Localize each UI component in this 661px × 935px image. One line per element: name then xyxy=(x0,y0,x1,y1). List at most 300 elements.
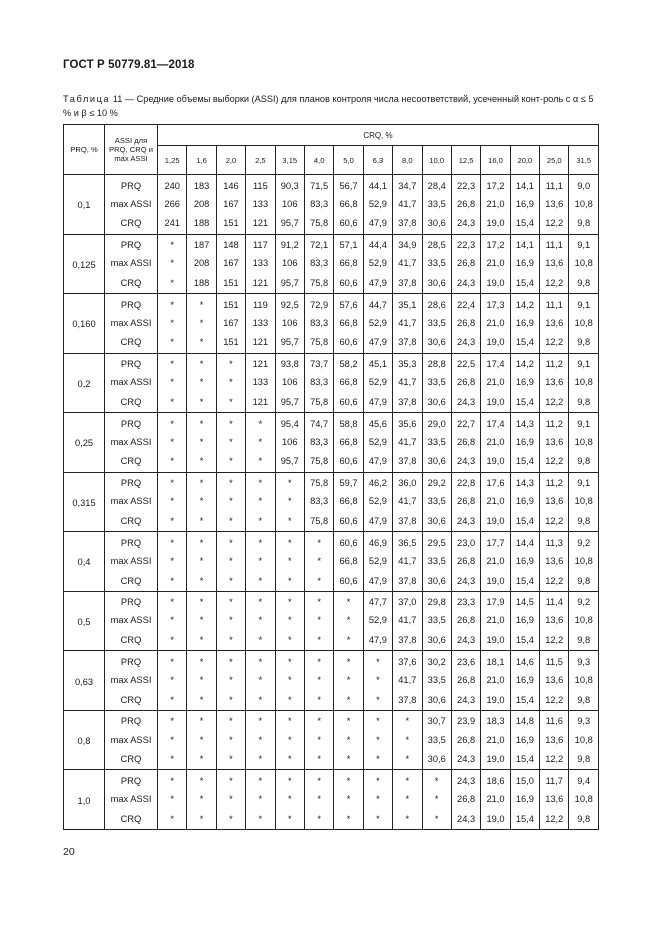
table-cell: 17,2 xyxy=(481,234,510,254)
table-cell: 92,5 xyxy=(275,294,304,314)
table-cell: * xyxy=(304,571,333,591)
header-prq: PRQ, % xyxy=(64,125,105,175)
table-cell: 9,8 xyxy=(569,393,599,413)
table-cell: * xyxy=(246,611,275,631)
table-cell: 22,4 xyxy=(451,294,480,314)
table-cell: 14,3 xyxy=(510,472,539,492)
table-cell: 19,0 xyxy=(481,631,510,651)
table-cell: * xyxy=(216,452,245,472)
table-cell: 15,4 xyxy=(510,631,539,651)
table-cell: * xyxy=(363,671,392,691)
table-cell: 60,6 xyxy=(334,274,363,294)
table-row xyxy=(64,175,599,195)
table-cell: * xyxy=(363,730,392,750)
table-cell: 17,7 xyxy=(481,532,510,552)
table-cell: 14,2 xyxy=(510,294,539,314)
table-cell: 167 xyxy=(216,254,245,274)
table-cell: 17,4 xyxy=(481,353,510,373)
table-cell: * xyxy=(158,710,187,730)
table-cell: * xyxy=(304,690,333,710)
header-crq-value: 31,5 xyxy=(569,146,599,175)
table-cell: * xyxy=(216,353,245,373)
table-cell: * xyxy=(304,750,333,770)
table-cell: 41,7 xyxy=(393,671,422,691)
assi-type: PRQ xyxy=(105,472,158,492)
prq-value: 0,315 xyxy=(64,472,105,532)
table-cell: 19,0 xyxy=(481,274,510,294)
table-cell: * xyxy=(275,750,304,770)
table-cell: * xyxy=(158,313,187,333)
table-row xyxy=(64,651,599,671)
header-crq-value: 1,6 xyxy=(187,146,216,175)
table-row xyxy=(64,591,599,611)
table-cell: * xyxy=(246,532,275,552)
table-cell: * xyxy=(304,810,333,830)
table-cell: * xyxy=(187,730,216,750)
table-cell: 15,4 xyxy=(510,393,539,413)
table-cell: 34,9 xyxy=(393,234,422,254)
table-cell: 16,9 xyxy=(510,373,539,393)
table-cell: * xyxy=(158,770,187,790)
table-cell: 14,2 xyxy=(510,353,539,373)
table-cell: 22,5 xyxy=(451,353,480,373)
table-cell: * xyxy=(187,512,216,532)
table-cell: * xyxy=(246,750,275,770)
table-cell: 52,9 xyxy=(363,313,392,333)
table-row xyxy=(64,472,599,492)
prq-value: 0,25 xyxy=(64,413,105,473)
table-cell: * xyxy=(216,730,245,750)
table-cell: 59,7 xyxy=(334,472,363,492)
table-cell: * xyxy=(275,651,304,671)
table-cell: 14,3 xyxy=(510,413,539,433)
table-cell: 17,3 xyxy=(481,294,510,314)
table-cell: * xyxy=(246,770,275,790)
table-cell: 12,2 xyxy=(540,810,569,830)
assi-type: PRQ xyxy=(105,532,158,552)
table-cell: 15,4 xyxy=(510,333,539,353)
prq-value: 0,125 xyxy=(64,234,105,294)
assi-type: CRQ xyxy=(105,512,158,532)
table-cell: 45,6 xyxy=(363,413,392,433)
assi-type: max ASSI xyxy=(105,611,158,631)
table-cell: * xyxy=(216,770,245,790)
table-cell: * xyxy=(334,710,363,730)
table-cell: 37,8 xyxy=(393,571,422,591)
table-cell: 12,2 xyxy=(540,750,569,770)
table-cell: 16,9 xyxy=(510,254,539,274)
table-cell: * xyxy=(187,353,216,373)
table-cell: * xyxy=(216,790,245,810)
table-cell: 24,3 xyxy=(451,452,480,472)
table-cell: 24,3 xyxy=(451,750,480,770)
table-cell: 47,9 xyxy=(363,512,392,532)
table-cell: * xyxy=(158,611,187,631)
table-cell: 10,8 xyxy=(569,611,599,631)
header-crq: CRQ, % xyxy=(158,125,599,146)
table-cell: 11,6 xyxy=(540,710,569,730)
table-row xyxy=(64,432,599,452)
table-cell: 188 xyxy=(187,274,216,294)
table-cell: 12,2 xyxy=(540,393,569,413)
table-cell: 117 xyxy=(246,234,275,254)
table-cell: 35,1 xyxy=(393,294,422,314)
prq-value: 0,4 xyxy=(64,532,105,592)
table-cell: * xyxy=(187,452,216,472)
table-cell: 33,5 xyxy=(422,254,451,274)
table-cell: 9,1 xyxy=(569,234,599,254)
table-cell: * xyxy=(393,730,422,750)
table-cell: * xyxy=(158,353,187,373)
table-cell: 30,7 xyxy=(422,710,451,730)
table-cell: 33,5 xyxy=(422,671,451,691)
table-cell: 36,5 xyxy=(393,532,422,552)
table-cell: 13,6 xyxy=(540,373,569,393)
table-cell: 11,2 xyxy=(540,353,569,373)
table-cell: 11,1 xyxy=(540,294,569,314)
table-cell: * xyxy=(216,492,245,512)
table-cell: * xyxy=(246,591,275,611)
table-cell: 23,9 xyxy=(451,710,480,730)
table-cell: 33,5 xyxy=(422,492,451,512)
header-crq-value: 25,0 xyxy=(540,146,569,175)
table-cell: * xyxy=(187,532,216,552)
assi-type: CRQ xyxy=(105,274,158,294)
table-row xyxy=(64,413,599,433)
table-cell: 9,1 xyxy=(569,413,599,433)
table-cell: 21,0 xyxy=(481,671,510,691)
table-cell: 91,2 xyxy=(275,234,304,254)
table-cell: * xyxy=(393,710,422,730)
table-cell: 167 xyxy=(216,313,245,333)
table-cell: 11,3 xyxy=(540,532,569,552)
table-cell: 9,3 xyxy=(569,651,599,671)
table-cell: 33,5 xyxy=(422,194,451,214)
table-cell: * xyxy=(158,333,187,353)
assi-type: PRQ xyxy=(105,175,158,195)
table-cell: 57,1 xyxy=(334,234,363,254)
table-cell: 106 xyxy=(275,254,304,274)
table-cell: 75,8 xyxy=(304,214,333,234)
table-cell: 41,7 xyxy=(393,194,422,214)
table-cell: 16,9 xyxy=(510,730,539,750)
table-cell: 21,0 xyxy=(481,492,510,512)
table-cell: * xyxy=(158,234,187,254)
table-cell: 52,9 xyxy=(363,373,392,393)
table-cell: 30,6 xyxy=(422,393,451,413)
table-cell: 35,6 xyxy=(393,413,422,433)
assi-type: max ASSI xyxy=(105,552,158,572)
table-cell: 58,2 xyxy=(334,353,363,373)
table-cell: 10,8 xyxy=(569,730,599,750)
table-cell: * xyxy=(334,730,363,750)
table-cell: * xyxy=(158,532,187,552)
table-cell: 16,9 xyxy=(510,313,539,333)
table-row xyxy=(64,710,599,730)
table-cell: 75,8 xyxy=(304,333,333,353)
table-cell: 30,6 xyxy=(422,631,451,651)
table-cell: 121 xyxy=(246,353,275,373)
table-cell: 11,1 xyxy=(540,175,569,195)
table-cell: * xyxy=(275,552,304,572)
table-cell: * xyxy=(246,631,275,651)
table-cell: 23,6 xyxy=(451,651,480,671)
table-cell: 24,3 xyxy=(451,571,480,591)
table-cell: 60,6 xyxy=(334,452,363,472)
table-cell: 115 xyxy=(246,175,275,195)
table-row xyxy=(64,631,599,651)
assi-type: max ASSI xyxy=(105,671,158,691)
table-cell: 33,5 xyxy=(422,611,451,631)
table-cell: 11,5 xyxy=(540,651,569,671)
table-cell: * xyxy=(187,611,216,631)
table-cell: 119 xyxy=(246,294,275,314)
table-cell: * xyxy=(216,512,245,532)
table-cell: 208 xyxy=(187,194,216,214)
table-cell: 9,8 xyxy=(569,333,599,353)
table-cell: 60,6 xyxy=(334,214,363,234)
table-cell: * xyxy=(304,532,333,552)
table-cell: 11,4 xyxy=(540,591,569,611)
table-cell: 83,3 xyxy=(304,373,333,393)
table-cell: 14,8 xyxy=(510,710,539,730)
table-cell: 16,9 xyxy=(510,671,539,691)
table-cell: 21,0 xyxy=(481,373,510,393)
table-cell: 10,8 xyxy=(569,373,599,393)
table-cell: * xyxy=(275,730,304,750)
table-cell: 44,4 xyxy=(363,234,392,254)
table-cell: 95,7 xyxy=(275,274,304,294)
table-cell: 16,9 xyxy=(510,432,539,452)
table-cell: 12,2 xyxy=(540,333,569,353)
table-cell: 121 xyxy=(246,393,275,413)
table-cell: * xyxy=(158,254,187,274)
table-cell: 93,8 xyxy=(275,353,304,373)
table-cell: 13,6 xyxy=(540,313,569,333)
table-cell: 183 xyxy=(187,175,216,195)
table-cell: * xyxy=(158,671,187,691)
table-cell: * xyxy=(304,770,333,790)
table-cell: 60,6 xyxy=(334,532,363,552)
table-cell: * xyxy=(275,790,304,810)
table-cell: * xyxy=(246,413,275,433)
table-cell: 15,4 xyxy=(510,214,539,234)
table-cell: 47,9 xyxy=(363,452,392,472)
table-cell: 9,2 xyxy=(569,532,599,552)
table-cell: 29,5 xyxy=(422,532,451,552)
table-cell: 151 xyxy=(216,333,245,353)
table-cell: 22,3 xyxy=(451,175,480,195)
table-cell: * xyxy=(246,472,275,492)
table-cell: 12,2 xyxy=(540,571,569,591)
table-cell: 47,9 xyxy=(363,333,392,353)
table-cell: 14,1 xyxy=(510,234,539,254)
table-cell: 83,3 xyxy=(304,492,333,512)
table-cell: 18,1 xyxy=(481,651,510,671)
table-cell: * xyxy=(158,413,187,433)
table-cell: * xyxy=(187,432,216,452)
table-cell: 15,4 xyxy=(510,512,539,532)
table-row xyxy=(64,571,599,591)
table-cell: 52,9 xyxy=(363,492,392,512)
assi-type: max ASSI xyxy=(105,790,158,810)
table-cell: 83,3 xyxy=(304,254,333,274)
prq-value: 0,160 xyxy=(64,294,105,354)
table-cell: 95,7 xyxy=(275,452,304,472)
table-cell: 26,8 xyxy=(451,373,480,393)
table-cell: 26,8 xyxy=(451,313,480,333)
table-cell: 66,8 xyxy=(334,373,363,393)
table-cell: * xyxy=(246,492,275,512)
table-caption-label: Таблица xyxy=(63,94,111,104)
table-cell: 66,8 xyxy=(334,552,363,572)
table-cell: * xyxy=(216,631,245,651)
table-cell: 26,8 xyxy=(451,671,480,691)
assi-table xyxy=(63,124,599,830)
table-cell: 37,0 xyxy=(393,591,422,611)
table-cell: 146 xyxy=(216,175,245,195)
table-cell: * xyxy=(334,790,363,810)
table-cell: 83,3 xyxy=(304,432,333,452)
prq-value: 0,1 xyxy=(64,175,105,235)
table-row xyxy=(64,750,599,770)
table-cell: 72,9 xyxy=(304,294,333,314)
table-cell: 12,2 xyxy=(540,452,569,472)
table-cell: 16,9 xyxy=(510,194,539,214)
table-cell: 22,8 xyxy=(451,472,480,492)
table-cell: 44,1 xyxy=(363,175,392,195)
table-cell: 13,6 xyxy=(540,432,569,452)
prq-value: 0,5 xyxy=(64,591,105,651)
table-cell: * xyxy=(216,393,245,413)
table-cell: 29,8 xyxy=(422,591,451,611)
table-cell: 18,6 xyxy=(481,770,510,790)
table-cell: 10,8 xyxy=(569,552,599,572)
table-cell: * xyxy=(246,690,275,710)
table-cell: 19,0 xyxy=(481,690,510,710)
table-cell: 26,8 xyxy=(451,492,480,512)
table-cell: * xyxy=(363,770,392,790)
header-crq-value: 2,0 xyxy=(216,146,245,175)
table-cell: 167 xyxy=(216,194,245,214)
table-cell: 71,5 xyxy=(304,175,333,195)
table-cell: 11,7 xyxy=(540,770,569,790)
table-cell: * xyxy=(187,333,216,353)
table-cell: * xyxy=(158,452,187,472)
table-cell: 95,7 xyxy=(275,214,304,234)
table-cell: * xyxy=(158,492,187,512)
table-row xyxy=(64,294,599,314)
table-cell: 29,2 xyxy=(422,472,451,492)
table-cell: 19,0 xyxy=(481,810,510,830)
header-crq-value: 3,15 xyxy=(275,146,304,175)
table-cell: * xyxy=(275,512,304,532)
table-cell: * xyxy=(216,651,245,671)
table-cell: * xyxy=(246,651,275,671)
table-cell: * xyxy=(275,571,304,591)
assi-type: PRQ xyxy=(105,234,158,254)
table-cell: * xyxy=(393,790,422,810)
table-cell: * xyxy=(275,492,304,512)
table-cell: 19,0 xyxy=(481,333,510,353)
table-cell: * xyxy=(187,313,216,333)
table-cell: 95,4 xyxy=(275,413,304,433)
table-cell: 187 xyxy=(187,234,216,254)
table-cell: * xyxy=(216,472,245,492)
table-cell: 9,8 xyxy=(569,571,599,591)
table-cell: * xyxy=(304,552,333,572)
table-cell: * xyxy=(187,413,216,433)
table-cell: 14,4 xyxy=(510,532,539,552)
table-cell: 24,3 xyxy=(451,274,480,294)
table-cell: * xyxy=(304,710,333,730)
prq-value: 0,8 xyxy=(64,710,105,770)
table-cell: 29,0 xyxy=(422,413,451,433)
table-cell: 106 xyxy=(275,313,304,333)
table-cell: 22,3 xyxy=(451,234,480,254)
table-cell: * xyxy=(363,651,392,671)
header-crq-value: 2,5 xyxy=(246,146,275,175)
assi-type: max ASSI xyxy=(105,254,158,274)
table-cell: 60,6 xyxy=(334,512,363,532)
table-cell: 30,6 xyxy=(422,571,451,591)
table-cell: * xyxy=(334,810,363,830)
table-cell: 13,6 xyxy=(540,611,569,631)
table-cell: 151 xyxy=(216,214,245,234)
table-cell: 10,8 xyxy=(569,790,599,810)
table-cell: 19,0 xyxy=(481,393,510,413)
table-cell: 208 xyxy=(187,254,216,274)
table-cell: 37,8 xyxy=(393,452,422,472)
table-row xyxy=(64,532,599,552)
table-cell: * xyxy=(187,710,216,730)
table-cell: * xyxy=(363,750,392,770)
table-cell: 15,4 xyxy=(510,274,539,294)
table-cell: 30,6 xyxy=(422,452,451,472)
table-cell: 106 xyxy=(275,194,304,214)
table-cell: 52,9 xyxy=(363,611,392,631)
page-number: 20 xyxy=(63,846,75,858)
table-cell: 9,3 xyxy=(569,710,599,730)
table-cell: * xyxy=(334,690,363,710)
table-cell: * xyxy=(187,393,216,413)
table-cell: * xyxy=(275,810,304,830)
table-cell: 10,8 xyxy=(569,194,599,214)
prq-value: 0,63 xyxy=(64,651,105,711)
table-cell: * xyxy=(158,631,187,651)
assi-type: CRQ xyxy=(105,214,158,234)
table-row xyxy=(64,234,599,254)
table-cell: 75,8 xyxy=(304,472,333,492)
table-cell: * xyxy=(246,671,275,691)
table-cell: 37,6 xyxy=(393,651,422,671)
table-caption xyxy=(63,92,601,120)
table-cell: * xyxy=(246,710,275,730)
table-cell: 26,8 xyxy=(451,254,480,274)
table-cell: * xyxy=(334,631,363,651)
table-cell: 9,8 xyxy=(569,452,599,472)
table-row xyxy=(64,313,599,333)
table-cell: * xyxy=(187,671,216,691)
table-cell: * xyxy=(216,413,245,433)
table-cell: 9,1 xyxy=(569,472,599,492)
table-cell: 19,0 xyxy=(481,512,510,532)
assi-type: max ASSI xyxy=(105,492,158,512)
table-cell: * xyxy=(334,591,363,611)
table-row xyxy=(64,730,599,750)
table-cell: 151 xyxy=(216,294,245,314)
table-cell: * xyxy=(158,591,187,611)
